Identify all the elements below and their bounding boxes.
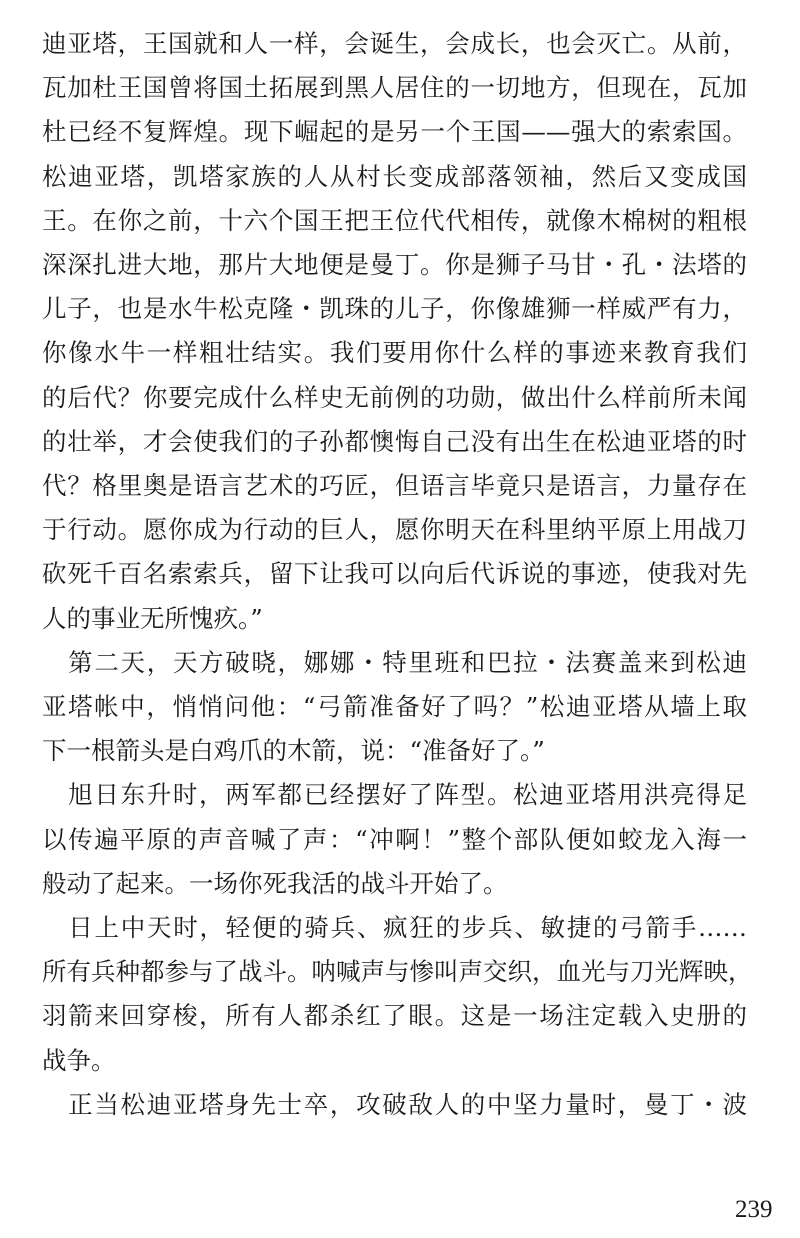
text-line: 般动了起来。一场你死我活的战斗开始了。 (42, 868, 508, 898)
paragraph-5 (42, 1083, 747, 1127)
text-line: 亚塔帐中，悄悄问他：“弓箭准备好了吗？”松迪亚塔从墙上取 (42, 692, 747, 722)
text-line: 于行动。愿你成为行动的巨人，愿你明天在科里纳平原上用战刀 (42, 515, 747, 545)
text-line: 的后代？你要完成什么样史无前例的功勋，做出什么样前所未闻 (42, 382, 747, 412)
text-line: 杜已经不复辉煌。现下崛起的是另一个王国——强大的索索国。 (42, 117, 747, 147)
text-line: 的壮举，才会使我们的子孙都懊悔自己没有出生在松迪亚塔的时 (42, 426, 747, 456)
text-line: 旭日东升时，两军都已经摆好了阵型。松迪亚塔用洪亮得足 (42, 780, 747, 810)
text-line: 深深扎进大地，那片大地便是曼丁。你是狮子马甘・孔・法塔的 (42, 250, 747, 280)
text-line: 松迪亚塔，凯塔家族的人从村长变成部落领袖，然后又变成国 (42, 161, 747, 191)
text-line: 王。在你之前，十六个国王把王位代代相传，就像木棉树的粗根 (42, 205, 747, 235)
text-line: 代？格里奥是语言艺术的巧匠，但语言毕竟只是语言，力量存在 (42, 471, 747, 501)
paragraph-2 (42, 641, 747, 774)
text-line: 你像水牛一样粗壮结实。我们要用你什么样的事迹来教育我们 (42, 338, 747, 368)
text-line: 迪亚塔，王国就和人一样，会诞生，会成长，也会灭亡。从前， (42, 29, 747, 58)
paragraph-4 (42, 906, 753, 1083)
text-line: 人的事业无所愧疚。” (42, 603, 263, 633)
text-line: 儿子，也是水牛松克隆・凯珠的儿子，你像雄狮一样威严有力， (42, 294, 747, 324)
page-number: 239 (735, 1196, 773, 1223)
text-line: 下一根箭头是白鸡爪的木箭，说：“准备好了。” (42, 736, 545, 766)
text-line: 第二天，天方破晓，娜娜・特里班和巴拉・法赛盖来到松迪 (42, 647, 747, 677)
text-line: 正当松迪亚塔身先士卒，攻破敌人的中坚力量时，曼丁・波 (42, 1089, 747, 1119)
text-line: 以传遍平原的声音喊了声：“冲啊！”整个部队便如蛟龙入海一 (42, 824, 747, 854)
text-line: 砍死千百名索索兵，留下让我可以向后代诉说的事迹，使我对先 (42, 559, 747, 589)
page-body (42, 22, 753, 1127)
paragraph-1 (42, 22, 747, 641)
text-line: 日上中天时，轻便的骑兵、疯狂的步兵、敏捷的弓箭手…… (42, 913, 747, 943)
text-line: 羽箭来回穿梭，所有人都杀红了眼。这是一场注定载入史册的 (42, 1001, 747, 1031)
text-line: 战争。 (42, 1045, 116, 1075)
text-line: 瓦加杜王国曾将国土拓展到黑人居住的一切地方，但现在，瓦加 (42, 73, 747, 103)
paragraph-3 (42, 773, 747, 906)
text-line: 所有兵种都参与了战斗。呐喊声与惨叫声交织，血光与刀光辉映， (42, 957, 753, 987)
